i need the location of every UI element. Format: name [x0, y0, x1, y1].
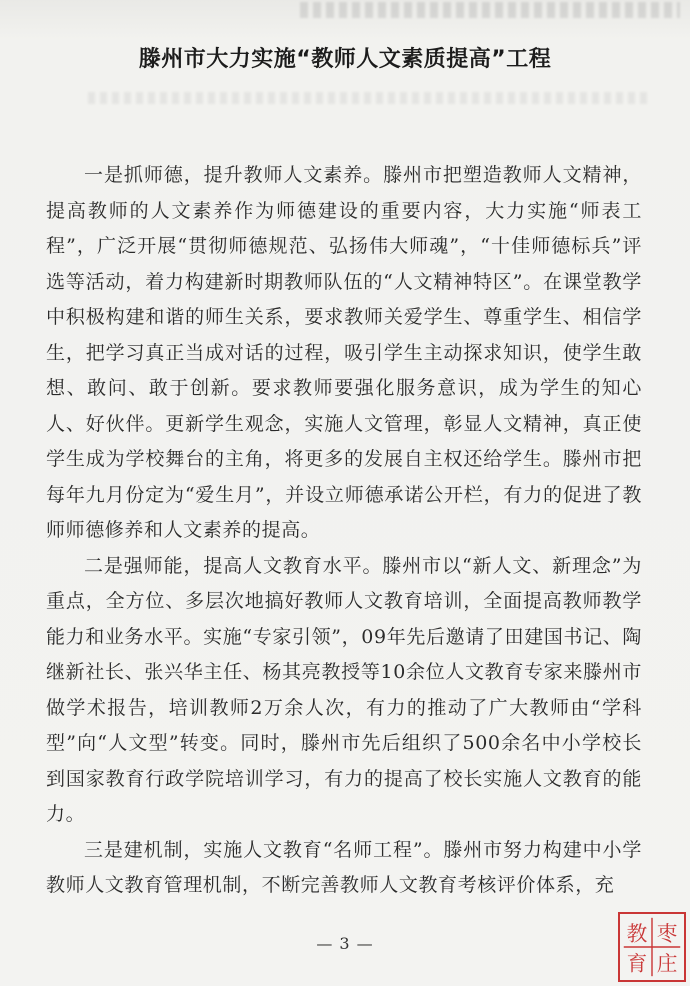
paragraph-mechanism: 三是建机制，实施人文教育“名师工程”。滕州市努力构建中小学教师人文教育管理机制，不断完善教师人文教育考核评价体系，充: [46, 838, 642, 896]
show-through-text: [88, 92, 648, 104]
paragraph-teacher-ethics: 一是抓师德，提升教师人文素养。滕州市把塑造教师人文精神，提高教师的人文素养作为师德建设的重要内容，大力实施“师表工程”，广泛开展“贯彻师德规范、弘扬伟大师魂”，“十佳师德标兵”评选等活动，着力构建新时期教师队伍的“人文精神特区”。在课堂教学中积极构建和谐的师生关系，要求教师关爱学生、尊重学生、相信学生，把学习真正当成对话的过程，吸引学生主动探求知识，使学生敢想、敢问、敢于创新。要求教师要强化服务意识，成为学生的知心人、好伙伴。更新学生观念，实施人文管理，彰显人文精神，真正使学生成为学校舞台的主角，将更多的发展自主权还给学生。滕州市把每年九月份定为“爱生月”，并设立师德承诺公开栏，有力的促进了教师师德修养和人文素养的提高。: [46, 164, 642, 541]
svg-text:枣: 枣: [656, 921, 678, 946]
page-number: — 3 —: [316, 934, 374, 953]
svg-text:庄: 庄: [656, 951, 678, 976]
svg-text:育: 育: [626, 951, 648, 976]
show-through-text: [300, 2, 680, 18]
document-title: 滕州市大力实施“教师人文素质提高”工程: [138, 47, 552, 72]
education-seal-stamp: [618, 912, 686, 982]
paragraph-teacher-ability: 二是强师能，提高人文教育水平。滕州市以“新人文、新理念”为重点，全方位、多层次地搞好教师人文教育培训，全面提高教师教学能力和业务水平。实施“专家引领”，09年先后邀请了田建国书记、陶继新社长、张兴华主任、杨其亮教授等10余位人文教育专家来滕州市做学术报告，培训教师2万余人次，有力的推动了广大教师由“学科型”向“人文型”转变。同时，滕州市先后组织了500余名中小学校长到国家教育行政学院培训学习，有力的提高了校长实施人文教育的能力。: [46, 554, 642, 825]
svg-text:教: 教: [626, 921, 648, 946]
seal-glyphs: [620, 914, 684, 980]
document-body: [46, 158, 642, 904]
